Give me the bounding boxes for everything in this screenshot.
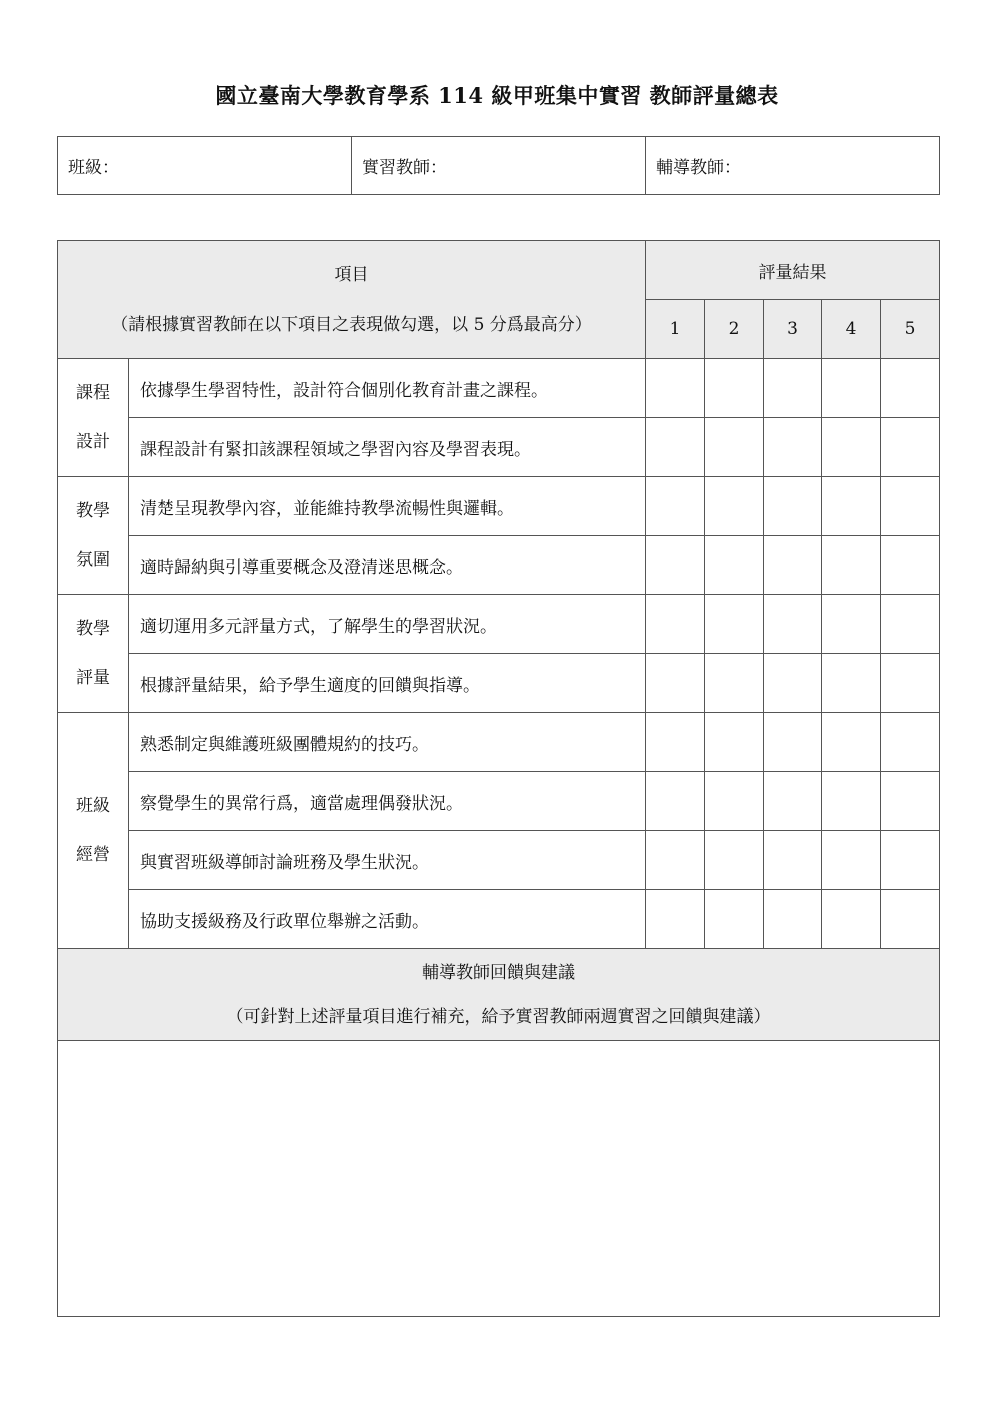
page-title: 國立臺南大學教育學系 114 級甲班集中實習 教師評量總表 xyxy=(215,83,779,108)
feedback-title: 輔導教師回饋與建議 xyxy=(422,962,575,983)
score-header: 5 xyxy=(881,300,940,359)
score-cell[interactable] xyxy=(881,890,940,949)
score-cell[interactable] xyxy=(705,772,764,831)
score-cell[interactable] xyxy=(822,359,881,418)
score-cell[interactable] xyxy=(881,772,940,831)
score-cell[interactable] xyxy=(705,713,764,772)
score-cell[interactable] xyxy=(881,713,940,772)
score-cell[interactable] xyxy=(822,418,881,477)
score-cell[interactable] xyxy=(705,890,764,949)
score-cell[interactable] xyxy=(646,654,705,713)
item-header-title: 項目 xyxy=(334,264,369,285)
score-cell[interactable] xyxy=(764,359,822,418)
score-cell[interactable] xyxy=(822,654,881,713)
item-text: 適切運用多元評量方式，了解學生的學習狀況。 xyxy=(129,595,646,654)
score-cell[interactable] xyxy=(705,595,764,654)
item-text: 課程設計有緊扣該課程領域之學習內容及學習表現。 xyxy=(129,418,646,477)
class-field[interactable]: 班級： xyxy=(58,137,352,195)
score-cell[interactable] xyxy=(764,536,822,595)
score-cell[interactable] xyxy=(764,654,822,713)
score-cell[interactable] xyxy=(764,418,822,477)
score-cell[interactable] xyxy=(646,536,705,595)
feedback-note: （可針對上述評量項目進行補充，給予實習教師兩週實習之回饋與建議） xyxy=(226,1006,771,1027)
score-cell[interactable] xyxy=(646,713,705,772)
score-cell[interactable] xyxy=(822,477,881,536)
feedback-input-area[interactable] xyxy=(58,1041,940,1317)
item-text: 清楚呈現教學內容，並能維持教學流暢性與邏輯。 xyxy=(129,477,646,536)
score-cell[interactable] xyxy=(705,359,764,418)
score-cell[interactable] xyxy=(764,595,822,654)
item-text: 熟悉制定與維護班級團體規約的技巧。 xyxy=(129,713,646,772)
score-cell[interactable] xyxy=(646,831,705,890)
item-header xyxy=(58,241,646,359)
score-cell[interactable] xyxy=(822,713,881,772)
category-label: 課程 設計 xyxy=(58,359,129,477)
info-table xyxy=(57,136,940,195)
score-cell[interactable] xyxy=(764,772,822,831)
score-cell[interactable] xyxy=(646,595,705,654)
evaluation-table xyxy=(57,240,940,1317)
score-cell[interactable] xyxy=(646,477,705,536)
item-text: 協助支援級務及行政單位舉辦之活動。 xyxy=(129,890,646,949)
score-cell[interactable] xyxy=(646,418,705,477)
score-cell[interactable] xyxy=(881,831,940,890)
category-label: 教學 氛圍 xyxy=(58,477,129,595)
score-cell[interactable] xyxy=(705,831,764,890)
mentor-teacher-field[interactable]: 輔導教師： xyxy=(646,137,940,195)
score-cell[interactable] xyxy=(646,359,705,418)
item-text: 與實習班級導師討論班務及學生狀況。 xyxy=(129,831,646,890)
score-header: 1 xyxy=(646,300,705,359)
score-cell[interactable] xyxy=(822,772,881,831)
score-header: 4 xyxy=(822,300,881,359)
score-cell[interactable] xyxy=(764,713,822,772)
item-text: 適時歸納與引導重要概念及澄清迷思概念。 xyxy=(129,536,646,595)
item-text: 依據學生學習特性，設計符合個別化教育計畫之課程。 xyxy=(129,359,646,418)
intern-teacher-field[interactable]: 實習教師： xyxy=(352,137,646,195)
score-cell[interactable] xyxy=(822,890,881,949)
score-cell[interactable] xyxy=(764,831,822,890)
score-cell[interactable] xyxy=(822,595,881,654)
score-cell[interactable] xyxy=(705,418,764,477)
score-cell[interactable] xyxy=(881,595,940,654)
score-cell[interactable] xyxy=(822,831,881,890)
score-cell[interactable] xyxy=(822,536,881,595)
category-label: 班級 經營 xyxy=(58,713,129,949)
score-cell[interactable] xyxy=(881,477,940,536)
score-cell[interactable] xyxy=(646,772,705,831)
item-text: 根據評量結果，給予學生適度的回饋與指導。 xyxy=(129,654,646,713)
score-cell[interactable] xyxy=(705,477,764,536)
score-header: 2 xyxy=(705,300,764,359)
score-cell[interactable] xyxy=(881,359,940,418)
feedback-header xyxy=(58,949,940,1041)
score-header: 3 xyxy=(764,300,822,359)
score-cell[interactable] xyxy=(881,536,940,595)
score-cell[interactable] xyxy=(646,890,705,949)
score-cell[interactable] xyxy=(705,536,764,595)
score-cell[interactable] xyxy=(705,654,764,713)
score-cell[interactable] xyxy=(764,890,822,949)
result-header: 評量結果 xyxy=(646,241,940,300)
item-header-note: （請根據實習教師在以下項目之表現做勾選，以 5 分爲最高分） xyxy=(111,314,592,335)
score-cell[interactable] xyxy=(764,477,822,536)
score-cell[interactable] xyxy=(881,418,940,477)
score-cell[interactable] xyxy=(881,654,940,713)
item-text: 察覺學生的異常行爲，適當處理偶發狀況。 xyxy=(129,772,646,831)
category-label: 教學 評量 xyxy=(58,595,129,713)
